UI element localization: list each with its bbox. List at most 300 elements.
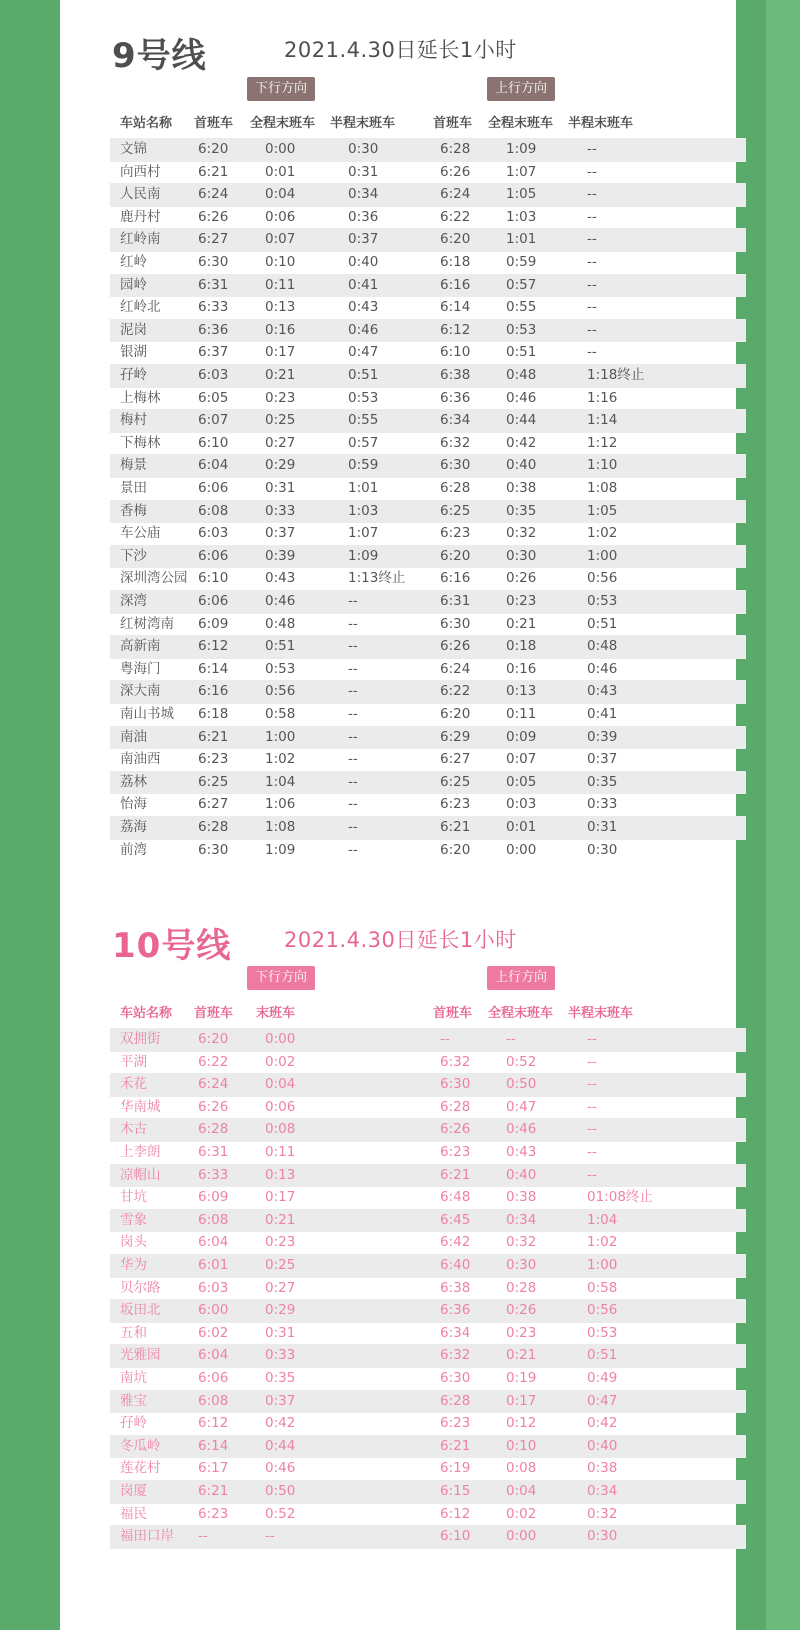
cell-up-first: 6:28 (440, 1098, 471, 1115)
cell-up-full-last: -- (506, 1031, 516, 1047)
table-row (110, 206, 746, 230)
line10-header-up-first: 首班车 (433, 1006, 473, 1021)
cell-up-full-last: 0:04 (506, 1483, 537, 1499)
cell-down-first: 6:04 (198, 457, 229, 474)
cell-down-half-last: 1:09 (348, 547, 379, 564)
cell-up-full-last: 0:00 (506, 1528, 537, 1545)
cell-down-half-last: -- (348, 593, 358, 609)
cell-up-half-last: 1:08 (587, 480, 618, 496)
cell-down-first: 6:33 (198, 1166, 229, 1183)
table-row (110, 409, 746, 433)
cell-down-half-last: 0:51 (348, 367, 379, 383)
cell-up-full-last: 0:43 (506, 1144, 537, 1160)
cell-station: 华为 (120, 1257, 147, 1273)
cell-down-full-last: 1:00 (265, 728, 296, 745)
cell-down-full-last: 0:53 (265, 660, 296, 677)
table-row (110, 1322, 746, 1346)
cell-down-half-last: 0:31 (348, 163, 379, 180)
line10-extension-note: 2021.4.30日延长1小时 (284, 928, 517, 952)
cell-down-first: 6:37 (198, 344, 229, 361)
table-row (110, 319, 746, 343)
cell-station: 上李朗 (120, 1144, 161, 1160)
line10-header-up-full-last: 全程末班车 (488, 1006, 554, 1021)
cell-up-half-last: -- (587, 1031, 597, 1047)
cell-down-first: 6:10 (198, 570, 229, 587)
cell-station: 下沙 (120, 547, 147, 564)
cell-up-half-last: -- (587, 231, 597, 248)
cell-down-first: 6:06 (198, 547, 229, 564)
cell-up-first: 6:22 (440, 683, 471, 700)
table-row (110, 1051, 746, 1075)
table-row (110, 138, 746, 162)
cell-down-first: 6:21 (198, 163, 229, 180)
cell-up-full-last: 0:23 (506, 593, 537, 609)
cell-down-first: 6:27 (198, 796, 229, 813)
cell-down-full-last: 0:48 (265, 615, 296, 632)
cell-up-half-last: 1:16 (587, 389, 618, 406)
cell-down-full-last: -- (265, 1528, 275, 1545)
cell-down-first: 6:04 (198, 1234, 229, 1251)
cell-station: 木古 (120, 1121, 147, 1138)
cell-station: 冬瓜岭 (120, 1437, 161, 1454)
cell-up-first: 6:21 (440, 1437, 471, 1454)
cell-down-first: 6:21 (198, 728, 229, 745)
cell-up-full-last: 0:08 (506, 1460, 537, 1477)
line9-header-down-half-last: 半程末班车 (330, 116, 396, 131)
cell-up-half-last: -- (587, 299, 597, 316)
cell-up-first: 6:21 (440, 1166, 471, 1183)
cell-up-full-last: 0:21 (506, 1347, 537, 1364)
table-row (110, 251, 746, 275)
cell-down-full-last: 0:00 (265, 1031, 296, 1047)
cell-up-full-last: 0:57 (506, 276, 537, 293)
cell-up-first: 6:20 (440, 231, 471, 248)
cell-station: 南山书城 (120, 706, 174, 722)
cell-station: 华南城 (120, 1098, 161, 1115)
cell-down-first: 6:14 (198, 660, 229, 677)
cell-up-half-last: 1:18终止 (587, 367, 645, 383)
cell-up-full-last: 1:05 (506, 186, 537, 203)
table-row (110, 1457, 746, 1481)
cell-down-first: 6:25 (198, 773, 229, 790)
cell-down-full-last: 0:04 (265, 1076, 296, 1093)
cell-up-half-last: 0:58 (587, 1279, 618, 1296)
table-row (110, 1525, 746, 1549)
cell-station: 红岭 (120, 254, 147, 270)
table-row (110, 1412, 746, 1436)
cell-down-full-last: 0:07 (265, 231, 296, 248)
table-row (110, 1028, 746, 1052)
cell-down-half-last: 1:13终止 (348, 570, 406, 587)
cell-up-half-last: 0:42 (587, 1415, 618, 1432)
line9-header-up-first: 首班车 (433, 116, 473, 131)
table-row (110, 500, 746, 524)
cell-down-first: 6:09 (198, 1189, 229, 1206)
cell-up-half-last: -- (587, 1053, 597, 1070)
line10-header-up-half-last: 半程末班车 (568, 1006, 634, 1021)
cell-down-half-last: 0:36 (348, 208, 379, 225)
cell-down-first: 6:03 (198, 367, 229, 383)
cell-down-full-last: 0:58 (265, 706, 296, 722)
cell-up-full-last: 1:03 (506, 208, 537, 225)
table-row (110, 183, 746, 207)
cell-down-first: 6:12 (198, 638, 229, 655)
cell-station: 下梅林 (120, 434, 161, 451)
cell-up-full-last: 0:07 (506, 751, 537, 768)
cell-down-half-last: -- (348, 683, 358, 700)
cell-down-first: 6:03 (198, 525, 229, 542)
cell-down-full-last: 0:44 (265, 1437, 296, 1454)
cell-up-full-last: 0:38 (506, 1189, 537, 1206)
table-row (110, 1254, 746, 1278)
cell-up-full-last: 0:40 (506, 1166, 537, 1183)
cell-station: 荔海 (120, 819, 147, 835)
cell-up-full-last: 0:32 (506, 1234, 537, 1251)
cell-up-first: 6:14 (440, 299, 471, 316)
cell-down-first: 6:08 (198, 502, 229, 519)
cell-station: 红岭南 (120, 231, 161, 248)
cell-up-full-last: 1:01 (506, 231, 537, 248)
cell-station: 深湾 (120, 593, 147, 609)
table-row (110, 454, 746, 478)
cell-down-half-last: 1:07 (348, 525, 379, 542)
cell-up-first: 6:26 (440, 1121, 471, 1138)
cell-station: 泥岗 (120, 321, 147, 338)
cell-up-first: 6:26 (440, 163, 471, 180)
cell-up-first: 6:22 (440, 208, 471, 225)
cell-down-full-last: 0:27 (265, 1279, 296, 1296)
cell-up-half-last: 1:04 (587, 1211, 618, 1228)
table-row (110, 635, 746, 659)
cell-up-full-last: 0:30 (506, 547, 537, 564)
cell-up-full-last: 0:38 (506, 480, 537, 496)
cell-down-full-last: 0:21 (265, 367, 296, 383)
cell-down-half-last: -- (348, 819, 358, 835)
table-row (110, 522, 746, 546)
cell-up-half-last: 0:31 (587, 819, 618, 835)
cell-down-first: 6:31 (198, 1144, 229, 1160)
cell-up-half-last: -- (587, 254, 597, 270)
cell-station: 车公庙 (120, 525, 161, 542)
cell-station: 香梅 (120, 502, 147, 519)
cell-up-half-last: -- (587, 344, 597, 361)
cell-down-first: 6:08 (198, 1392, 229, 1409)
cell-station: 荔林 (120, 773, 147, 790)
cell-station: 禾花 (120, 1076, 147, 1093)
cell-down-half-last: 0:43 (348, 299, 379, 316)
table-row (110, 590, 746, 614)
cell-down-half-last: 0:55 (348, 412, 379, 429)
table-row (110, 1435, 746, 1459)
cell-up-half-last: 1:00 (587, 547, 618, 564)
line10-title: 10号线 (112, 926, 232, 966)
cell-up-first: 6:29 (440, 728, 471, 745)
table-row (110, 364, 746, 388)
cell-up-half-last: 0:34 (587, 1483, 618, 1499)
cell-down-full-last: 0:46 (265, 1460, 296, 1477)
table-row (110, 793, 746, 817)
cell-up-first: 6:16 (440, 570, 471, 587)
cell-down-half-last: -- (348, 728, 358, 745)
table-row (110, 1480, 746, 1504)
cell-down-full-last: 1:06 (265, 796, 296, 813)
cell-up-half-last: 1:05 (587, 502, 618, 519)
cell-up-half-last: 1:02 (587, 1234, 618, 1251)
cell-down-full-last: 0:10 (265, 254, 296, 270)
cell-up-half-last: -- (587, 1076, 597, 1093)
table-row (110, 1073, 746, 1097)
cell-station: 南坑 (120, 1370, 147, 1386)
cell-down-full-last: 0:37 (265, 1392, 296, 1409)
cell-up-first: 6:28 (440, 480, 471, 496)
cell-down-half-last: 0:47 (348, 344, 379, 361)
cell-up-first: 6:15 (440, 1483, 471, 1499)
table-row (110, 680, 746, 704)
cell-up-first: 6:32 (440, 434, 471, 451)
cell-station: 文锦 (120, 141, 147, 157)
line10-header-down-last: 末班车 (256, 1006, 296, 1021)
cell-down-first: 6:04 (198, 1347, 229, 1364)
cell-station: 莲花村 (120, 1460, 161, 1477)
cell-down-full-last: 0:23 (265, 1234, 296, 1251)
cell-up-first: 6:20 (440, 706, 471, 722)
cell-up-half-last: 1:12 (587, 434, 618, 451)
cell-down-half-last: 0:46 (348, 321, 379, 338)
cell-down-first: 6:09 (198, 615, 229, 632)
cell-down-first: 6:21 (198, 1483, 229, 1499)
cell-up-first: 6:34 (440, 1324, 471, 1341)
cell-down-first: 6:14 (198, 1437, 229, 1454)
table-row (110, 816, 746, 840)
cell-down-full-last: 0:46 (265, 593, 296, 609)
cell-down-full-last: 0:11 (265, 1144, 296, 1160)
cell-up-full-last: 1:07 (506, 163, 537, 180)
cell-up-half-last: 0:48 (587, 638, 618, 655)
cell-down-full-last: 0:06 (265, 208, 296, 225)
cell-down-full-last: 0:08 (265, 1121, 296, 1138)
cell-up-first: 6:12 (440, 1505, 471, 1522)
cell-up-half-last: -- (587, 1166, 597, 1183)
table-row (110, 1096, 746, 1120)
line9-extension-note: 2021.4.30日延长1小时 (284, 38, 517, 62)
cell-down-first: 6:01 (198, 1257, 229, 1273)
line9-header-down-full-last: 全程末班车 (250, 116, 316, 131)
table-row (110, 703, 746, 727)
cell-up-half-last: 0:46 (587, 660, 618, 677)
line9-down-direction-badge: 下行方向 (247, 77, 315, 101)
table-row (110, 1118, 746, 1142)
cell-up-full-last: 0:40 (506, 457, 537, 474)
cell-up-full-last: 0:53 (506, 321, 537, 338)
cell-down-full-last: 0:02 (265, 1053, 296, 1070)
cell-up-first: 6:23 (440, 1415, 471, 1432)
cell-up-first: 6:23 (440, 525, 471, 542)
cell-up-first: 6:32 (440, 1347, 471, 1364)
cell-down-full-last: 0:31 (265, 1324, 296, 1341)
cell-down-half-last: -- (348, 638, 358, 655)
cell-down-full-last: 0:13 (265, 1166, 296, 1183)
cell-up-first: 6:23 (440, 796, 471, 813)
cell-up-first: 6:30 (440, 1076, 471, 1093)
cell-down-first: 6:12 (198, 1415, 229, 1432)
cell-up-half-last: -- (587, 141, 597, 157)
cell-up-first: 6:23 (440, 1144, 471, 1160)
cell-down-half-last: -- (348, 751, 358, 768)
cell-up-half-last: -- (587, 1144, 597, 1160)
cell-up-full-last: 0:21 (506, 615, 537, 632)
cell-station: 岗头 (120, 1234, 147, 1251)
cell-station: 上梅林 (120, 389, 161, 406)
table-row (110, 228, 746, 252)
cell-station: 粤海门 (120, 660, 161, 677)
cell-station: 南油西 (120, 751, 161, 768)
cell-up-first: 6:34 (440, 412, 471, 429)
cell-down-full-last: 0:51 (265, 638, 296, 655)
cell-up-first: -- (440, 1031, 450, 1047)
cell-up-full-last: 0:13 (506, 683, 537, 700)
cell-down-half-last: -- (348, 841, 358, 858)
cell-up-half-last: 0:40 (587, 1437, 618, 1454)
cell-station: 五和 (120, 1324, 147, 1341)
cell-down-first: 6:07 (198, 412, 229, 429)
cell-up-full-last: 0:46 (506, 389, 537, 406)
cell-up-full-last: 0:34 (506, 1211, 537, 1228)
cell-up-first: 6:20 (440, 841, 471, 858)
cell-down-full-last: 0:27 (265, 434, 296, 451)
cell-up-half-last: 1:14 (587, 412, 618, 429)
cell-station: 雅宝 (120, 1392, 147, 1409)
table-row (110, 1390, 746, 1414)
cell-up-half-last: 0:53 (587, 593, 618, 609)
cell-up-half-last: 1:10 (587, 457, 618, 474)
cell-up-half-last: 0:37 (587, 751, 618, 768)
cell-down-first: 6:20 (198, 141, 229, 157)
cell-up-full-last: 0:03 (506, 796, 537, 813)
table-row (110, 726, 746, 750)
cell-down-first: 6:28 (198, 1121, 229, 1138)
cell-up-half-last: 0:51 (587, 615, 618, 632)
cell-up-half-last: -- (587, 1098, 597, 1115)
cell-down-half-last: -- (348, 796, 358, 813)
cell-up-half-last: 0:33 (587, 796, 618, 813)
cell-down-full-last: 0:16 (265, 321, 296, 338)
table-row (110, 161, 746, 185)
cell-down-half-last: 0:41 (348, 276, 379, 293)
line10-up-direction-badge: 上行方向 (487, 966, 555, 990)
cell-down-full-last: 0:21 (265, 1211, 296, 1228)
cell-down-full-last: 0:25 (265, 412, 296, 429)
cell-down-full-last: 0:00 (265, 141, 296, 157)
cell-up-half-last: 0:53 (587, 1324, 618, 1341)
cell-up-first: 6:25 (440, 502, 471, 519)
table-row (110, 1277, 746, 1301)
cell-up-full-last: 0:35 (506, 502, 537, 519)
cell-up-full-last: 0:48 (506, 367, 537, 383)
table-row (110, 1503, 746, 1527)
cell-up-half-last: 0:35 (587, 773, 618, 790)
cell-station: 雪象 (120, 1211, 147, 1228)
cell-up-full-last: 0:55 (506, 299, 537, 316)
cell-station: 光雅园 (120, 1347, 161, 1364)
cell-down-full-last: 0:13 (265, 299, 296, 316)
cell-up-half-last: 0:39 (587, 728, 618, 745)
cell-up-first: 6:21 (440, 819, 471, 835)
line9-header-up-full-last: 全程末班车 (488, 116, 554, 131)
cell-down-full-last: 0:33 (265, 1347, 296, 1364)
cell-up-full-last: 0:26 (506, 1302, 537, 1319)
cell-up-first: 6:12 (440, 321, 471, 338)
table-row (110, 1344, 746, 1368)
cell-up-full-last: 0:46 (506, 1121, 537, 1138)
cell-station: 孖岭 (120, 1415, 147, 1432)
cell-station: 凉帽山 (120, 1166, 161, 1183)
cell-up-full-last: 0:11 (506, 706, 537, 722)
cell-up-full-last: 0:16 (506, 660, 537, 677)
table-row (110, 341, 746, 365)
table-row (110, 839, 746, 863)
cell-up-first: 6:30 (440, 615, 471, 632)
cell-down-full-last: 0:31 (265, 480, 296, 496)
cell-up-full-last: 0:32 (506, 525, 537, 542)
cell-down-first: 6:20 (198, 1031, 229, 1047)
cell-up-first: 6:26 (440, 638, 471, 655)
cell-up-full-last: 0:50 (506, 1076, 537, 1093)
cell-down-half-last: -- (348, 706, 358, 722)
cell-up-full-last: 0:05 (506, 773, 537, 790)
cell-down-first: 6:23 (198, 1505, 229, 1522)
cell-up-full-last: 0:12 (506, 1415, 537, 1432)
cell-station: 甘坑 (120, 1189, 147, 1206)
cell-up-first: 6:30 (440, 1370, 471, 1386)
cell-station: 岗厦 (120, 1483, 147, 1499)
cell-up-full-last: 0:26 (506, 570, 537, 587)
cell-down-first: 6:03 (198, 1279, 229, 1296)
line9-title: 9号线 (112, 36, 207, 76)
cell-down-first: 6:33 (198, 299, 229, 316)
cell-down-full-last: 0:33 (265, 502, 296, 519)
cell-down-first: 6:24 (198, 186, 229, 203)
cell-station: 南油 (120, 728, 147, 745)
cell-station: 景田 (120, 480, 147, 496)
cell-up-first: 6:25 (440, 773, 471, 790)
cell-up-half-last: 0:49 (587, 1370, 618, 1386)
cell-up-first: 6:40 (440, 1257, 471, 1273)
cell-down-half-last: 0:57 (348, 434, 379, 451)
cell-down-full-last: 1:02 (265, 751, 296, 768)
cell-up-full-last: 0:10 (506, 1437, 537, 1454)
cell-down-full-last: 0:23 (265, 389, 296, 406)
cell-up-full-last: 0:52 (506, 1053, 537, 1070)
cell-up-full-last: 0:23 (506, 1324, 537, 1341)
cell-station: 高新南 (120, 638, 161, 655)
cell-up-half-last: 0:56 (587, 1302, 618, 1319)
cell-up-first: 6:36 (440, 389, 471, 406)
cell-down-half-last: 0:30 (348, 141, 379, 157)
cell-up-half-last: 0:56 (587, 570, 618, 587)
cell-down-first: 6:05 (198, 389, 229, 406)
right-edge-stripe (766, 0, 800, 1630)
cell-up-full-last: 0:59 (506, 254, 537, 270)
cell-up-first: 6:28 (440, 141, 471, 157)
cell-up-half-last: 1:00 (587, 1257, 618, 1273)
cell-up-full-last: 0:51 (506, 344, 537, 361)
cell-up-half-last: 0:32 (587, 1505, 618, 1522)
table-row (110, 387, 746, 411)
cell-down-full-last: 0:39 (265, 547, 296, 564)
cell-up-first: 6:38 (440, 367, 471, 383)
cell-station: 福民 (120, 1505, 147, 1522)
table-row (110, 296, 746, 320)
